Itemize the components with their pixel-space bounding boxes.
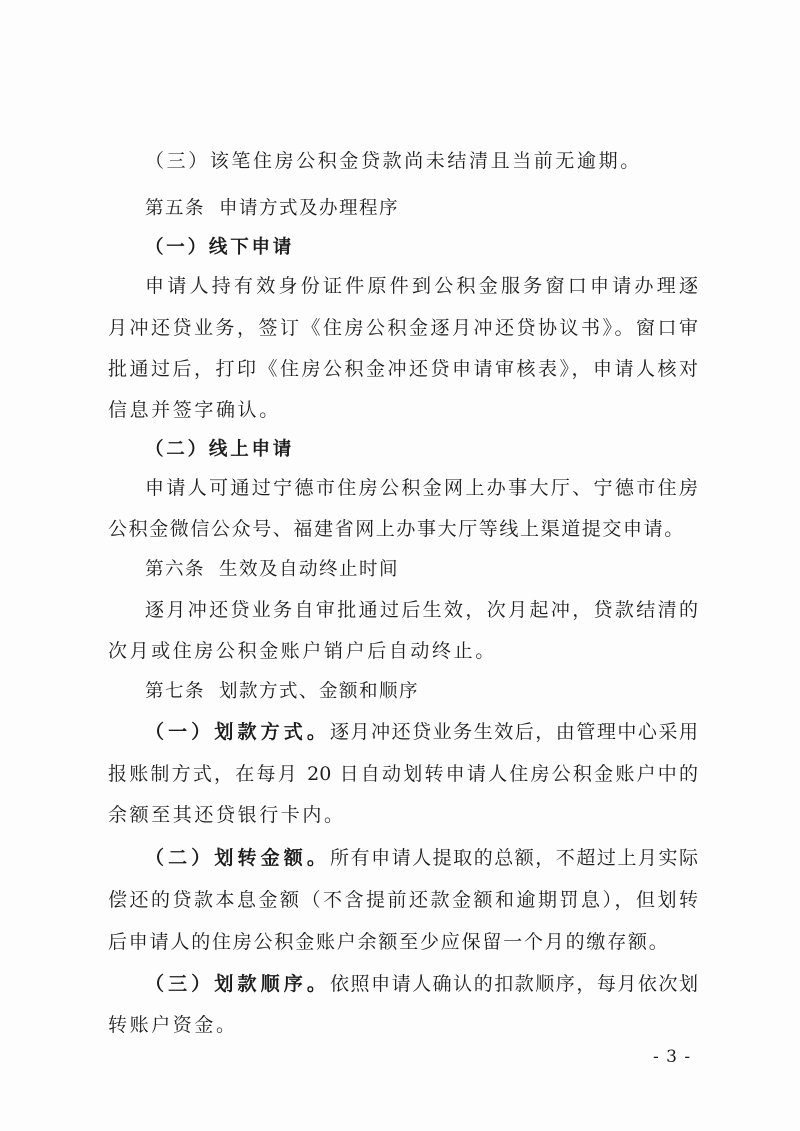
paragraph-line: 申请人可通过宁德市住房公积金网上办事大厅、宁德市住房 [145, 477, 698, 499]
paragraph-line: 转账户资金。 [108, 1014, 238, 1036]
paragraph-line [145, 720, 698, 744]
paragraph-line: 后申请人的住房公积金账户余额至少应保留一个月的缴存额。 [108, 931, 670, 953]
article-five-heading [145, 197, 698, 221]
article-five-title: 申请方式及办理程序 [219, 198, 400, 219]
paragraph-line: 信息并签字确认。 [108, 399, 281, 421]
article-seven-title: 划款方式、金额和顺序 [219, 681, 420, 702]
paragraph-line: 余额至其还贷银行卡内。 [108, 804, 346, 826]
transfer-amount-text: 所有申请人提取的总额，不超过上月实际 [330, 847, 698, 869]
transfer-method-lead: （一）划款方式。 [145, 721, 331, 743]
paragraph-line [145, 846, 698, 870]
paragraph-line: 公积金微信公众号、福建省网上办事大厅等线上渠道提交申请。 [108, 518, 685, 540]
paragraph-line: 逐月冲还贷业务自审批通过后生效，次月起冲，贷款结清的 [145, 599, 698, 621]
article-seven-heading [145, 680, 698, 704]
offline-application-subheading: （一）线下申请 [145, 237, 295, 258]
article-six-title: 生效及自动终止时间 [219, 559, 400, 580]
article-six-number: 第六条 [145, 559, 206, 580]
paragraph-line: 申请人持有效身份证件原件到公积金服务窗口申请办理逐 [145, 275, 698, 297]
paragraph-line [145, 972, 698, 996]
transfer-method-text: 逐月冲还贷业务生效后，由管理中心采用 [330, 721, 698, 743]
online-application-subheading: （二）线上申请 [145, 439, 295, 460]
condition-three-line: （三）该笔住房公积金贷款尚未结清且当前无逾期。 [145, 150, 642, 172]
paragraph-line: 次月或住房公积金账户销户后自动终止。 [108, 640, 497, 662]
paragraph-line: 批通过后，打印《住房公积金冲还贷申请审核表》，申请人核对 [108, 358, 698, 380]
article-five-number: 第五条 [145, 198, 206, 219]
transfer-order-lead: （三）划款顺序。 [145, 973, 331, 995]
article-six-heading [145, 558, 698, 582]
paragraph-line: 偿还的贷款本息金额（不含提前还款金额和逾期罚息），但划转 [108, 889, 698, 911]
paragraph-line: 月冲还贷业务，签订《住房公积金逐月冲还贷协议书》。窗口审 [108, 317, 698, 339]
page-number: - 3 - [653, 1047, 692, 1067]
paragraph-line: 报账制方式，在每月 20 日自动划转申请人住房公积金账户中的 [108, 763, 698, 785]
transfer-order-text: 依照申请人确认的扣款顺序，每月依次划 [330, 973, 698, 995]
article-seven-number: 第七条 [145, 681, 206, 702]
transfer-amount-lead: （二）划转金额。 [145, 847, 331, 869]
